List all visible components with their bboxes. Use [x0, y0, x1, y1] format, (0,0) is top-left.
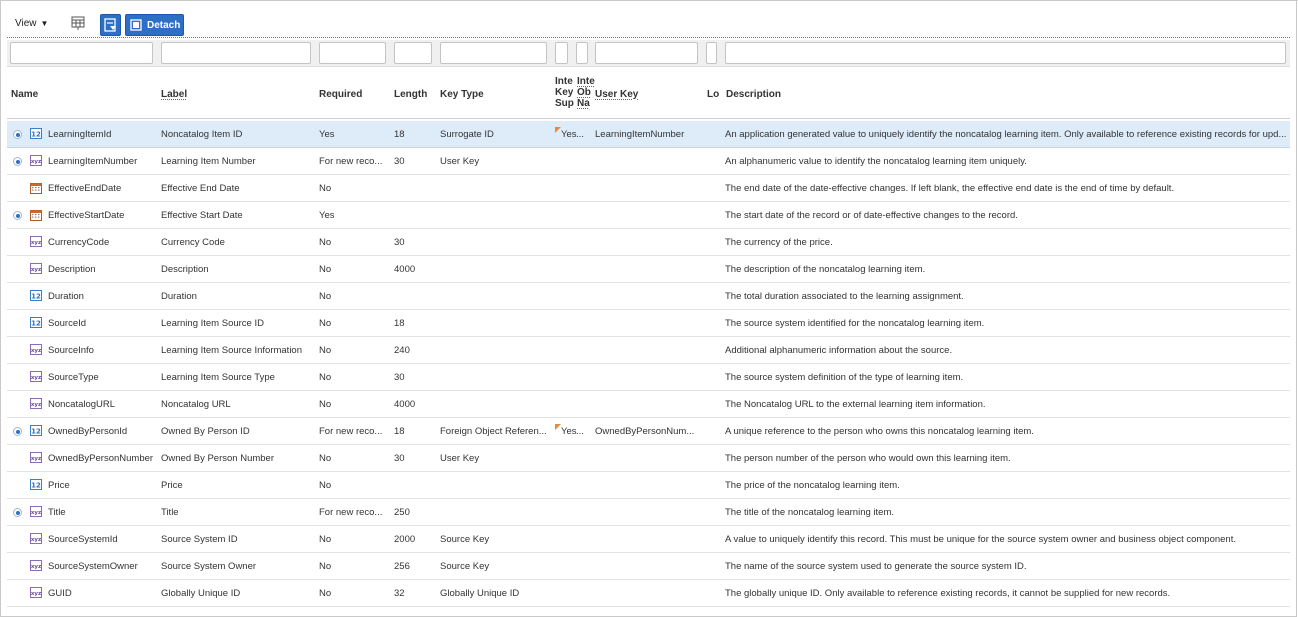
cell-description: The Noncatalog URL to the external learning item information.: [725, 399, 986, 410]
cell-description: The title of the noncatalog learning item.: [725, 507, 894, 518]
filter-key-type-input[interactable]: [440, 42, 547, 64]
svg-text:xyz: xyz: [30, 267, 42, 273]
cell-key-type: Globally Unique ID: [440, 588, 520, 599]
cell-description: The total duration associated to the learning assignment.: [725, 291, 964, 302]
cell-length: 256: [394, 561, 410, 572]
svg-text:xyz: xyz: [30, 348, 42, 354]
cell-internal-key: [555, 237, 575, 248]
cell-internal-key-text: [555, 372, 561, 383]
cell-required: No: [319, 372, 332, 383]
cell-name: EffectiveEndDate: [48, 183, 122, 194]
filter-name-input[interactable]: [10, 42, 153, 64]
number-type-icon: [30, 317, 42, 328]
table-row[interactable]: [7, 472, 1290, 499]
cell-description: A unique reference to the person who owns this noncatalog learning item.: [725, 426, 1034, 437]
cell-name: LearningItemNumber: [48, 156, 138, 167]
text-type-icon: [30, 452, 42, 463]
svg-text:xyz: xyz: [30, 456, 42, 462]
text-type-icon: [30, 506, 42, 517]
cell-internal-key: [555, 588, 575, 599]
cell-internal-key-text: [555, 318, 561, 329]
cell-key-type: User Key: [440, 156, 480, 167]
cell-name: CurrencyCode: [48, 237, 110, 248]
text-type-icon: [30, 533, 42, 544]
cell-required: No: [319, 318, 332, 329]
caret-down-icon: ▼: [40, 19, 49, 28]
cell-label: Globally Unique ID: [161, 588, 241, 599]
cell-name: Duration: [48, 291, 84, 302]
cell-name: SourceType: [48, 372, 99, 383]
cell-length: 32: [394, 588, 405, 599]
cell-label: Owned By Person ID: [161, 426, 250, 437]
cell-internal-key: [555, 507, 575, 518]
cell-internal-key-text: Yes: [561, 129, 577, 140]
filter-row: [7, 40, 1290, 67]
number-type-icon: [30, 128, 42, 139]
header-label[interactable]: Label: [161, 89, 188, 100]
cell-label: Noncatalog Item ID: [161, 129, 243, 140]
cell-internal-key: [555, 480, 575, 491]
table-row[interactable]: [7, 337, 1290, 364]
cell-description: The source system identified for the noncatalog learning item.: [725, 318, 985, 329]
cell-internal-key: [555, 534, 575, 545]
cell-length: 30: [394, 372, 405, 383]
cell-name: OwnedByPersonId: [48, 426, 128, 437]
cell-name: SourceInfo: [48, 345, 94, 356]
cell-required: For new reco...: [319, 426, 383, 437]
table-header: [7, 70, 1290, 119]
cell-description: The description of the noncatalog learning item.: [725, 264, 926, 275]
cell-description: The person number of the person who would own this learning item.: [725, 453, 1011, 464]
filter-description-input[interactable]: [725, 42, 1286, 64]
cell-internal-key: [555, 372, 575, 383]
cell-label: Duration: [161, 291, 197, 302]
cell-description: An application generated value to uniquely identify the noncatalog learning item. Only available to reference existing records for upd...: [725, 129, 1287, 140]
header-name[interactable]: Name: [11, 89, 39, 100]
filter-internal-object-input[interactable]: [576, 42, 588, 64]
flag-icon: [555, 424, 561, 430]
cell-length: 4000: [394, 264, 416, 275]
cell-label: Learning Item Source ID: [161, 318, 264, 329]
cell-internal-key: [555, 291, 575, 302]
key-indicator-icon: [13, 157, 22, 166]
filter-length-input[interactable]: [394, 42, 432, 64]
cell-name: Description: [48, 264, 96, 275]
cell-required: Yes: [319, 210, 335, 221]
view-menu[interactable]: [15, 18, 48, 29]
cell-label: Title: [161, 507, 179, 518]
cell-description: The globally unique ID. Only available to reference existing records, it cannot be supplied for new records.: [725, 588, 1171, 599]
cell-required: No: [319, 345, 332, 356]
cell-internal-key-text: [555, 264, 561, 275]
cell-name: Price: [48, 480, 70, 491]
table-row[interactable]: [7, 256, 1290, 283]
cell-internal-key: [555, 426, 575, 437]
svg-text:xyz: xyz: [30, 240, 42, 246]
cell-length: 18: [394, 426, 405, 437]
table-row[interactable]: [7, 499, 1290, 526]
cell-internal-key-text: [555, 453, 561, 464]
cell-required: No: [319, 291, 332, 302]
cell-internal-key: [555, 156, 575, 167]
text-type-icon: [30, 560, 42, 571]
header-internal-key[interactable]: Inte Key Sup: [555, 76, 574, 109]
cell-required: No: [319, 480, 332, 491]
cell-internal-key: [555, 129, 575, 140]
cell-description: Additional alphanumeric information about the source.: [725, 345, 953, 356]
cell-length: 30: [394, 453, 405, 464]
svg-text:xyz: xyz: [30, 537, 42, 543]
cell-length: 4000: [394, 399, 416, 410]
header-lookup[interactable]: Lo: [707, 89, 720, 100]
cell-internal-key-text: [555, 291, 561, 302]
number-type-icon: [30, 290, 42, 301]
cell-internal-key-text: [555, 561, 561, 572]
text-type-icon: [30, 344, 42, 355]
cell-name: GUID: [48, 588, 72, 599]
cell-description: The end date of the date-effective changes. If left blank, the effective end date is the end of time by default.: [725, 183, 1175, 194]
cell-internal-key-text: [555, 399, 561, 410]
filter-label-input[interactable]: [161, 42, 311, 64]
cell-internal-key: [555, 561, 575, 572]
table-row[interactable]: [7, 526, 1290, 553]
filter-internal-key-input[interactable]: [555, 42, 568, 64]
cell-required: No: [319, 264, 332, 275]
cell-internal-key: [555, 345, 575, 356]
cell-internal-key: [555, 453, 575, 464]
cell-required: For new reco...: [319, 156, 383, 167]
svg-text:12: 12: [31, 319, 41, 328]
table-row[interactable]: [7, 364, 1290, 391]
table-row[interactable]: [7, 445, 1290, 472]
cell-internal-key: [555, 399, 575, 410]
table-toolbar: [1, 0, 1298, 38]
cell-internal-key: [555, 210, 575, 221]
cell-internal-key-text: [555, 183, 561, 194]
cell-name: SourceSystemOwner: [48, 561, 138, 572]
cell-description: The name of the source system used to generate the source system ID.: [725, 561, 1027, 572]
detach-label: Detach: [147, 19, 181, 31]
svg-text:xyz: xyz: [30, 564, 42, 570]
calendar-type-icon: [30, 209, 42, 220]
cell-length: 2000: [394, 534, 416, 545]
table-row[interactable]: [7, 229, 1290, 256]
cell-user-key: OwnedByPersonNum...: [595, 426, 695, 437]
svg-text:12: 12: [31, 427, 41, 436]
cell-label: Price: [161, 480, 183, 491]
cell-required: Yes: [319, 129, 335, 140]
cell-internal-key-text: [555, 588, 561, 599]
cell-required: No: [319, 453, 332, 464]
cell-name: EffectiveStartDate: [48, 210, 125, 221]
cell-required: For new reco...: [319, 507, 383, 518]
cell-description: A value to uniquely identify this record. This must be unique for the source system owner and business object component.: [725, 534, 1236, 545]
cell-key-type: Foreign Object Referen...: [440, 426, 547, 437]
cell-name: Title: [48, 507, 66, 518]
svg-text:xyz: xyz: [30, 159, 42, 165]
text-type-icon: [30, 263, 42, 274]
query-by-example-button[interactable]: [100, 14, 121, 36]
cell-key-type: User Key: [440, 453, 480, 464]
cell-required: No: [319, 534, 332, 545]
cell-label: Learning Item Source Information: [161, 345, 302, 356]
key-indicator-icon: [13, 427, 22, 436]
cell-internal-key-text: [555, 534, 561, 545]
filter-lookup-input[interactable]: [706, 42, 717, 64]
key-indicator-icon: [13, 508, 22, 517]
cell-label: Noncatalog URL: [161, 399, 231, 410]
detach-icon: [130, 19, 142, 31]
table-row[interactable]: [7, 580, 1290, 607]
cell-name: LearningItemId: [48, 129, 112, 140]
cell-description: An alphanumeric value to identify the noncatalog learning item uniquely.: [725, 156, 1027, 167]
cell-key-type: Surrogate ID: [440, 129, 494, 140]
cell-length: 30: [394, 156, 405, 167]
cell-internal-key-text: [555, 210, 561, 221]
cell-length: 240: [394, 345, 410, 356]
svg-text:xyz: xyz: [30, 510, 42, 516]
cell-name: SourceSystemId: [48, 534, 118, 545]
cell-length: 30: [394, 237, 405, 248]
cell-label: Source System ID: [161, 534, 238, 545]
cell-label: Effective Start Date: [161, 210, 243, 221]
header-required[interactable]: Required: [319, 89, 363, 100]
text-type-icon: [30, 371, 42, 382]
cell-internal-key-text: Yes: [561, 426, 577, 437]
detach-button[interactable]: [125, 14, 184, 36]
cell-label: Currency Code: [161, 237, 225, 248]
cell-description: The currency of the price.: [725, 237, 833, 248]
table-row[interactable]: [7, 283, 1290, 310]
toolbar-divider: [7, 37, 1290, 38]
key-indicator-icon: [13, 211, 22, 220]
flag-icon: [555, 127, 561, 133]
table-row[interactable]: [7, 202, 1290, 229]
cell-required: No: [319, 561, 332, 572]
cell-required: No: [319, 399, 332, 410]
cell-description: The price of the noncatalog learning item.: [725, 480, 900, 491]
svg-text:xyz: xyz: [30, 375, 42, 381]
number-type-icon: [30, 479, 42, 490]
header-key-type[interactable]: Key Type: [440, 89, 484, 100]
cell-name: NoncatalogURL: [48, 399, 116, 410]
table-row[interactable]: [7, 553, 1290, 580]
text-type-icon: [30, 236, 42, 247]
svg-text:xyz: xyz: [30, 402, 42, 408]
cell-user-key: LearningItemNumber: [595, 129, 685, 140]
cell-length: 18: [394, 129, 405, 140]
key-indicator-icon: [13, 130, 22, 139]
number-type-icon: [30, 425, 42, 436]
table-row[interactable]: [7, 121, 1290, 148]
calendar-type-icon: [30, 182, 42, 193]
header-user-key[interactable]: User Key: [595, 89, 639, 100]
cell-length: 250: [394, 507, 410, 518]
text-type-icon: [30, 155, 42, 166]
cell-name: OwnedByPersonNumber: [48, 453, 154, 464]
cell-internal-key: [555, 318, 575, 329]
cell-length: 18: [394, 318, 405, 329]
cell-key-type: Source Key: [440, 534, 490, 545]
filter-required-input[interactable]: [319, 42, 386, 64]
header-internal-object[interactable]: Inte Ob Na: [577, 76, 595, 109]
svg-text:xyz: xyz: [30, 591, 42, 597]
cell-label: Source System Owner: [161, 561, 257, 572]
cell-internal-key: [555, 264, 575, 275]
cell-key-type: Source Key: [440, 561, 490, 572]
cell-description: The source system definition of the type of learning item.: [725, 372, 964, 383]
text-type-icon: [30, 587, 42, 598]
cell-description: The start date of the record or of date-effective changes to the record.: [725, 210, 1018, 221]
svg-text:12: 12: [31, 481, 41, 490]
cell-required: No: [319, 237, 332, 248]
svg-text:12: 12: [31, 292, 41, 301]
header-description[interactable]: Description: [726, 89, 782, 100]
table-row[interactable]: [7, 148, 1290, 175]
table-row[interactable]: [7, 175, 1290, 202]
cell-internal-key-text: [555, 507, 561, 518]
filter-icon: [101, 15, 120, 35]
svg-text:12: 12: [31, 130, 41, 139]
cell-internal-key-text: [555, 345, 561, 356]
cell-internal-object: ...: [576, 129, 584, 140]
cell-required: No: [319, 183, 332, 194]
header-length[interactable]: Length: [394, 89, 428, 100]
table-row[interactable]: [7, 418, 1290, 445]
cell-internal-key: [555, 183, 575, 194]
filter-user-key-input[interactable]: [595, 42, 698, 64]
freeze-columns-icon[interactable]: [71, 16, 85, 30]
cell-required: No: [319, 588, 332, 599]
view-menu-label: View: [15, 18, 37, 29]
cell-label: Learning Item Source Type: [161, 372, 275, 383]
cell-label: Effective End Date: [161, 183, 240, 194]
cell-label: Learning Item Number: [161, 156, 256, 167]
text-type-icon: [30, 398, 42, 409]
cell-internal-key-text: [555, 480, 561, 491]
cell-label: Description: [161, 264, 209, 275]
cell-internal-key-text: [555, 156, 561, 167]
table-row[interactable]: [7, 310, 1290, 337]
cell-internal-key-text: [555, 237, 561, 248]
cell-name: SourceId: [48, 318, 87, 329]
cell-internal-object: ...: [576, 426, 584, 437]
cell-label: Owned By Person Number: [161, 453, 274, 464]
table-row[interactable]: [7, 391, 1290, 418]
